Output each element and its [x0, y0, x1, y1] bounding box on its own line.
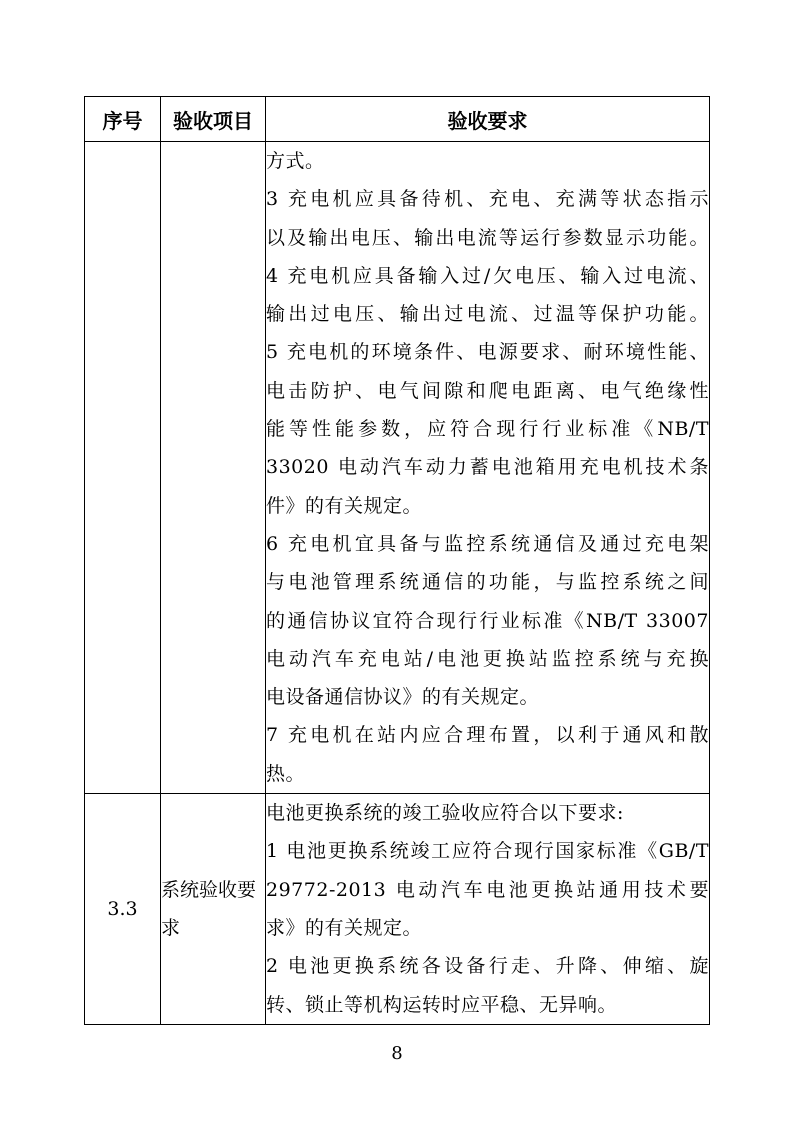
table-row — [85, 142, 710, 794]
header-acceptance-item: 验收项目 — [161, 97, 266, 142]
table-row — [85, 794, 710, 1025]
requirement-line: 电击防护、电气间隙和爬电距离、电气绝缘性 — [266, 379, 709, 402]
row2-serial-no: 3.3 — [85, 794, 161, 1025]
requirement-line: 4 充电机应具备输入过/欠电压、输入过电流、 — [266, 264, 709, 287]
requirement-line: 29772-2013 电动汽车电池更换站通用技术要 — [266, 878, 709, 901]
requirement-line: 以及输出电压、输出电流等运行参数显示功能。 — [266, 226, 709, 249]
requirement-line: 5 充电机的环境条件、电源要求、耐环境性能、 — [266, 341, 709, 364]
requirement-line: 方式。 — [266, 150, 325, 172]
row2-requirements — [266, 794, 710, 1025]
table-header-row — [85, 97, 710, 142]
row1-item — [161, 142, 266, 794]
header-serial-no: 序号 — [85, 97, 161, 142]
page-number: 8 — [391, 1043, 403, 1064]
row1-requirements — [266, 142, 710, 794]
requirement-line: 求》的有关规定。 — [266, 916, 423, 939]
requirement-line: 2 电池更换系统各设备行走、升降、伸缩、旋 — [266, 955, 709, 978]
requirement-line: 转、锁止等机构运转时应平稳、无异响。 — [266, 993, 618, 1016]
requirement-line: 的通信协议宜符合现行行业标准《NB/T 33007 — [266, 609, 709, 632]
requirement-line: 热。 — [266, 762, 306, 785]
requirement-line: 33020 电动汽车动力蓄电池箱用充电机技术条 — [266, 456, 709, 479]
requirement-line: 电设备通信协议》的有关规定。 — [266, 686, 540, 709]
requirement-line: 1 电池更换系统竣工应符合现行国家标准《GB/T — [266, 840, 709, 863]
requirement-line: 电动汽车充电站/电池更换站监控系统与充换 — [266, 647, 709, 670]
acceptance-table — [84, 96, 710, 1025]
requirement-line: 电池更换系统的竣工验收应符合以下要求: — [266, 802, 624, 825]
requirement-line: 3 充电机应具备待机、充电、充满等状态指示 — [266, 188, 709, 211]
row1-serial-no — [85, 142, 161, 794]
requirement-line: 与电池管理系统通信的功能，与监控系统之间 — [266, 571, 709, 594]
requirement-line: 输出过电压、输出过电流、过温等保护功能。 — [266, 303, 709, 326]
requirement-line: 能等性能参数，应符合现行行业标准《NB/T — [266, 418, 709, 441]
header-acceptance-requirement: 验收要求 — [266, 97, 710, 142]
requirement-line: 件》的有关规定。 — [266, 494, 423, 517]
requirement-line: 7 充电机在站内应合理布置，以利于通风和散 — [266, 724, 709, 747]
requirement-line: 6 充电机宜具备与监控系统通信及通过充电架 — [266, 532, 709, 555]
row2-item: 系统验收要求 — [161, 794, 266, 1025]
